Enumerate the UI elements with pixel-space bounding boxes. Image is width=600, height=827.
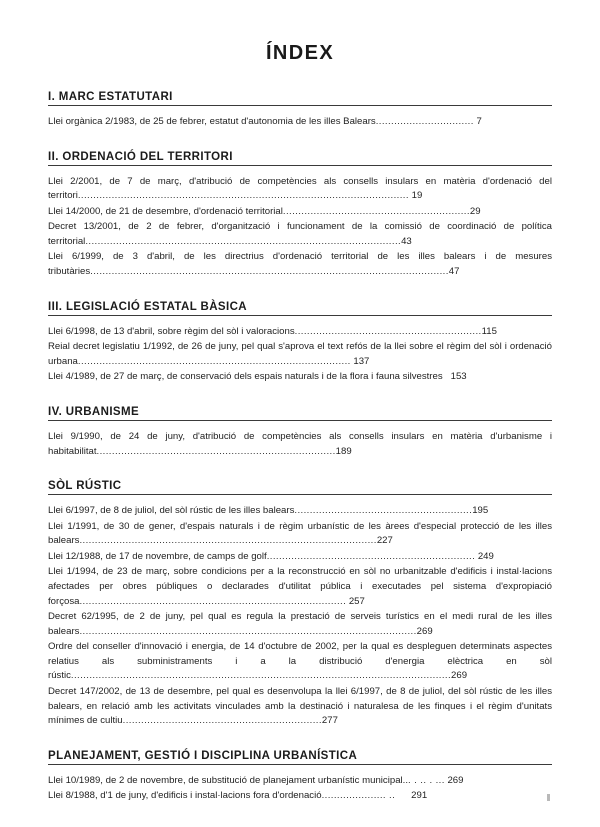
toc-section xyxy=(48,151,552,281)
toc-leader: ................................................................. xyxy=(122,715,322,727)
toc-leader: ....................................................................................................... xyxy=(85,235,402,247)
toc-entry-text: Llei 12/1988, de 17 de novembre, de camps de golf xyxy=(48,550,267,562)
page-title: ÍNDEX xyxy=(265,42,335,64)
toc-entry-text: Llei 10/1989, de 2 de novembre, de substitució de planejament urbanístic municipal.. xyxy=(48,774,408,786)
toc-leader: ....................................................................................... xyxy=(79,595,347,607)
toc-section xyxy=(48,750,552,805)
toc-entry-list xyxy=(48,325,552,386)
toc-page-number: 269 xyxy=(451,670,468,682)
toc-entry-text: Decret 13/2001, de 2 de febrer, d'organització i funcionament de la comissió de coordinació de política territorial xyxy=(48,221,552,247)
toc-entry[interactable] xyxy=(48,220,552,250)
toc-entry-text: Llei 6/1997, de 8 de juliol, del sòl rústic de les illes balears xyxy=(48,505,295,517)
section-heading: SÒL RÚSTIC xyxy=(48,480,552,495)
toc-entry[interactable] xyxy=(48,325,552,341)
toc-leader: ................................ xyxy=(375,116,474,127)
toc-entry-list xyxy=(48,175,552,281)
toc-page-number: 29 xyxy=(469,205,481,217)
toc-entry[interactable] xyxy=(48,685,552,730)
toc-entry-text: Llei 14/2000, de 21 de desembre, d'ordenació territorial xyxy=(48,205,283,217)
toc-page-number: 47 xyxy=(448,266,460,278)
toc-entry[interactable] xyxy=(48,774,552,790)
toc-section xyxy=(48,91,552,131)
toc-entry-text: Reial decret legislatiu 1/1992, de 26 de juny, pel qual s'aprova el text refós de la llei sobre el règim del sòl i ordenació urbana xyxy=(48,341,552,367)
toc-entry-text: Ordre del conseller d'innovació i energia, de 14 d'octubre de 2002, per la qual es despleguen determinats aspectes relatius als subministraments i a la distribució d'energia elèctrica en sòl rústic xyxy=(48,641,552,682)
toc-page-number: 291 xyxy=(411,790,428,802)
toc-leader: .......................................................... xyxy=(294,505,473,517)
toc-leader: ............................................................................................................ xyxy=(77,190,409,202)
toc-entry-list xyxy=(48,774,552,805)
toc-entry-text: Decret 62/1995, de 2 de juny, pel qual es regula la prestació de serveis turístics en el medi rural de les illes balears xyxy=(48,611,552,637)
toc-entry[interactable] xyxy=(48,550,552,566)
toc-entry[interactable] xyxy=(48,789,552,805)
toc-page-number: 43 xyxy=(401,235,412,247)
toc-entry[interactable] xyxy=(48,205,552,221)
toc-page-number: 7 xyxy=(476,116,482,127)
toc-leader: ............................................................. xyxy=(294,325,482,337)
toc-leader: ..................... .. xyxy=(321,790,396,802)
toc-entry-text: Llei 9/1990, de 24 de juny, d'atribució de competències als consells insulars en matèria d'urbanisme i habitabilitat xyxy=(48,430,552,457)
toc-entry[interactable] xyxy=(48,250,552,280)
toc-entry-text: Llei 6/1999, de 3 d'abril, de les directrius d'ordenació territorial de les illes balears i de mesures tributàries xyxy=(48,251,552,278)
section-heading: I. MARC ESTATUTARI xyxy=(48,91,552,106)
toc-entry[interactable] xyxy=(48,370,552,386)
toc-page-number: 269 xyxy=(447,774,464,786)
toc-entry[interactable] xyxy=(48,115,552,131)
toc-page-number: 189 xyxy=(335,445,352,457)
section-heading: IV. URBANISME xyxy=(48,406,552,421)
toc-page-number: 277 xyxy=(321,715,338,727)
toc-leader: . . .. . ... xyxy=(408,774,445,786)
toc-entry-text: Llei orgànica 2/1983, de 25 de febrer, estatut d'autonomia de les illes Balears xyxy=(48,116,376,127)
toc-leader: ..................................................................................................................... xyxy=(90,266,449,278)
toc-entry[interactable] xyxy=(48,504,552,520)
toc-entry-text: Llei 6/1998, de 13 d'abril, sobre règim del sòl i valoracions xyxy=(48,325,295,337)
toc-page-number: 257 xyxy=(348,595,365,607)
toc-entry[interactable] xyxy=(48,340,552,370)
page-edge-mark xyxy=(547,794,550,801)
toc-entry-list xyxy=(48,430,552,460)
toc-entry-text: Decret 147/2002, de 13 de desembre, pel qual es desenvolupa la llei 6/1997, de 8 de juliol, del sòl rústic de les illes balears, en relació amb les activitats vinculades amb la destinació i naturalesa de les finques i el règim d'unitats mínimes de cultiu xyxy=(48,686,552,727)
toc-entry[interactable] xyxy=(48,610,552,640)
toc-page-number: 269 xyxy=(416,625,433,637)
toc-entry-list xyxy=(48,115,552,131)
toc-page-number: 227 xyxy=(376,535,393,547)
toc-leader: .............................................................................................................. xyxy=(79,625,417,637)
toc-section xyxy=(48,406,552,460)
toc-entry-text: Llei 2/2001, de 7 de març, d'atribució de competències als consells insulars en matèria d'ordenació del territori xyxy=(48,175,552,202)
toc-leader: .................................................................... xyxy=(266,550,476,562)
toc-page-number: 115 xyxy=(481,325,497,337)
section-heading: PLANEJAMENT, GESTIÓ I DISCIPLINA URBANÍSTICA xyxy=(48,750,552,765)
toc-entry[interactable] xyxy=(48,430,552,460)
section-heading: II. ORDENACIÓ DEL TERRITORI xyxy=(48,151,552,166)
toc-section xyxy=(48,301,552,386)
toc-page-number: 137 xyxy=(353,355,370,367)
toc-entry[interactable] xyxy=(48,175,552,205)
toc-leader: ......................................................................................... xyxy=(77,355,351,367)
toc-page-number: 249 xyxy=(477,550,494,562)
toc-leader: ................................................................................................. xyxy=(79,535,377,547)
toc-leader: .............................................................................. xyxy=(96,445,336,457)
section-heading: III. LEGISLACIÓ ESTATAL BÀSICA xyxy=(48,301,552,316)
toc-leader: ............................................................................................................................ xyxy=(70,670,452,682)
toc-entry-text: Llei 8/1988, d'1 de juny, d'edificis i instal·lacions fora d'ordenació xyxy=(48,790,322,802)
toc-entry-text: Llei 1/1994, de 23 de març, sobre condicions per a la reconstrucció en sòl no urbanitzable d'edificis i instal·lacions afectades per obres públiques o declarades d'utilitat pública i executades pel sistema d'expropiació forçosa xyxy=(48,566,552,607)
toc-entry[interactable] xyxy=(48,520,552,550)
toc-page-number: 19 xyxy=(411,190,423,202)
toc-leader: ............................................................. xyxy=(282,205,470,217)
toc-page-number: 195 xyxy=(472,505,489,517)
toc-entry-list xyxy=(48,504,552,730)
toc-entry-text: Llei 4/1989, de 27 de març, de conservació dels espais naturals i de la flora i fauna silvestres xyxy=(48,371,443,383)
toc-section xyxy=(48,480,552,730)
toc-entry-text: Llei 1/1991, de 30 de gener, d'espais naturals i de règim urbanístic de les àrees d'especial protecció de les illes balears xyxy=(48,520,552,547)
toc-entry[interactable] xyxy=(48,640,552,685)
toc-page-number: 153 xyxy=(450,371,467,383)
toc-entry[interactable] xyxy=(48,565,552,610)
